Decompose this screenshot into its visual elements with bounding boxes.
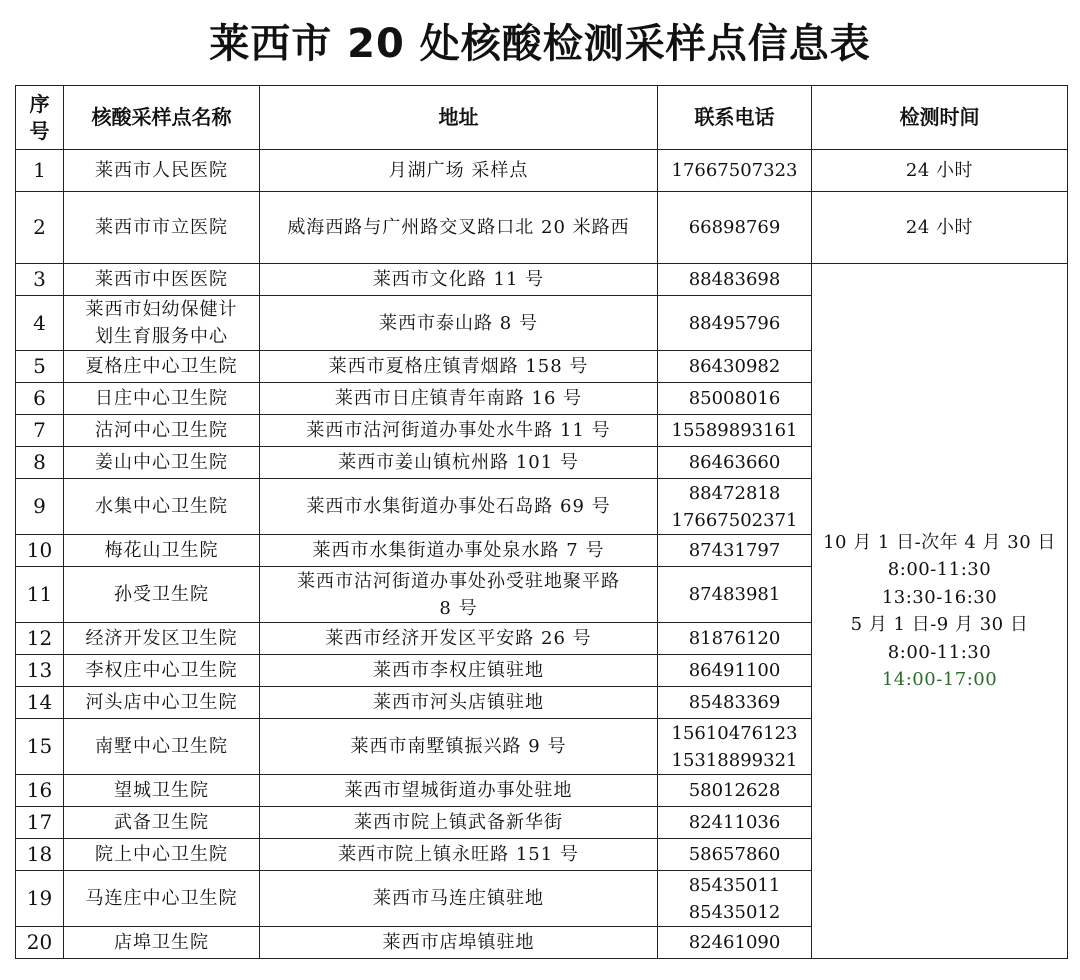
cell-site-name <box>64 264 260 296</box>
address-line: 莱西市日庄镇青年南路 16 号 <box>334 388 583 409</box>
cell-no: 3 <box>16 264 64 296</box>
cell-phone <box>658 535 812 567</box>
cell-phone <box>658 719 812 775</box>
cell-address <box>260 192 658 264</box>
cell-no: 19 <box>16 871 64 927</box>
cell-no: 18 <box>16 839 64 871</box>
cell-site-name <box>64 719 260 775</box>
cell-site-name <box>64 655 260 687</box>
cell-phone <box>658 567 812 623</box>
cell-phone <box>658 687 812 719</box>
phone-line: 15318899321 <box>671 749 798 771</box>
cell-address <box>260 383 658 415</box>
cell-address <box>260 567 658 623</box>
cell-address <box>260 623 658 655</box>
table-row <box>16 150 1068 192</box>
site-name-line: 莱西市妇幼保健计 <box>85 299 238 320</box>
cell-no: 13 <box>16 655 64 687</box>
cell-site-name <box>64 383 260 415</box>
site-name-line: 望城卫生院 <box>114 780 209 801</box>
cell-phone <box>658 351 812 383</box>
cell-no: 15 <box>16 719 64 775</box>
address-line: 莱西市水集街道办事处泉水路 7 号 <box>312 540 605 561</box>
time-range-line: 8:00-11:30 <box>887 641 992 663</box>
address-line: 莱西市院上镇武备新华街 <box>354 812 563 833</box>
phone-line: 86491100 <box>688 660 781 681</box>
site-name-line: 夏格庄中心卫生院 <box>85 356 238 377</box>
header-no: 序 号 <box>16 86 64 150</box>
phone-line: 15610476123 <box>671 722 798 744</box>
phone-line: 85008016 <box>688 388 781 409</box>
cell-no: 7 <box>16 415 64 447</box>
site-name-line: 莱西市中医医院 <box>95 269 228 290</box>
time-range-line: 14:00-17:00 <box>881 669 998 690</box>
cell-phone <box>658 655 812 687</box>
address-line: 莱西市李权庄镇驻地 <box>373 660 544 681</box>
cell-no: 2 <box>16 192 64 264</box>
cell-no: 11 <box>16 567 64 623</box>
table-row <box>16 192 1068 264</box>
cell-site-name <box>64 567 260 623</box>
cell-address <box>260 655 658 687</box>
cell-site-name <box>64 351 260 383</box>
phone-line: 66898769 <box>688 217 781 238</box>
cell-site-name <box>64 687 260 719</box>
site-name-line: 马连庄中心卫生院 <box>85 888 238 909</box>
cell-address <box>260 415 658 447</box>
cell-site-name <box>64 150 260 192</box>
table-header-row <box>16 86 1068 150</box>
site-name-line: 梅花山卫生院 <box>104 540 219 561</box>
phone-line: 82461090 <box>688 932 781 953</box>
cell-address <box>260 264 658 296</box>
header-name: 核酸采样点名称 <box>64 86 260 150</box>
phone-line: 58657860 <box>688 844 781 865</box>
cell-phone <box>658 192 812 264</box>
cell-phone <box>658 807 812 839</box>
cell-shared-time <box>812 264 1068 959</box>
header-address: 地址 <box>260 86 658 150</box>
cell-phone <box>658 150 812 192</box>
cell-address <box>260 351 658 383</box>
phone-line: 17667502371 <box>671 509 798 531</box>
site-name-line: 院上中心卫生院 <box>95 844 228 865</box>
site-name-line: 武备卫生院 <box>114 812 209 833</box>
table-row <box>16 264 1068 296</box>
phone-line: 82411036 <box>688 812 781 833</box>
cell-phone <box>658 296 812 351</box>
site-name-line: 经济开发区卫生院 <box>85 628 238 649</box>
address-line: 8 号 <box>439 597 478 619</box>
cell-phone <box>658 415 812 447</box>
site-name-line: 孙受卫生院 <box>114 584 209 605</box>
address-line: 莱西市姜山镇杭州路 101 号 <box>338 452 579 473</box>
cell-no: 9 <box>16 479 64 535</box>
address-line: 莱西市文化路 11 号 <box>372 269 545 290</box>
cell-phone <box>658 383 812 415</box>
cell-address <box>260 150 658 192</box>
cell-site-name <box>64 871 260 927</box>
address-line: 莱西市夏格庄镇青烟路 158 号 <box>328 356 589 377</box>
cell-address <box>260 296 658 351</box>
address-line: 威海西路与广州路交叉路口北 20 米路西 <box>287 217 630 238</box>
cell-site-name <box>64 535 260 567</box>
address-line: 莱西市泰山路 8 号 <box>379 312 538 334</box>
address-line: 莱西市水集街道办事处石岛路 69 号 <box>306 496 611 517</box>
phone-line: 88472818 <box>688 482 781 504</box>
address-line: 莱西市店埠镇驻地 <box>382 932 535 953</box>
cell-phone <box>658 775 812 807</box>
cell-phone <box>658 839 812 871</box>
cell-site-name <box>64 192 260 264</box>
cell-no: 6 <box>16 383 64 415</box>
cell-address <box>260 447 658 479</box>
address-line: 莱西市经济开发区平安路 26 号 <box>325 628 592 649</box>
time-range-line: 5 月 1 日-9 月 30 日 <box>850 614 1029 635</box>
cell-site-name <box>64 479 260 535</box>
address-line: 莱西市望城街道办事处驻地 <box>344 780 573 801</box>
cell-site-name <box>64 415 260 447</box>
cell-phone <box>658 479 812 535</box>
site-name-line: 划生育服务中心 <box>95 326 228 347</box>
cell-no: 14 <box>16 687 64 719</box>
address-line: 莱西市河头店镇驻地 <box>373 692 544 713</box>
cell-address <box>260 479 658 535</box>
site-name-line: 店埠卫生院 <box>114 932 209 953</box>
time-range-line: 8:00-11:30 <box>887 559 992 580</box>
site-name-line: 莱西市人民医院 <box>95 160 228 181</box>
page-title: 莱西市 20 处核酸检测采样点信息表 <box>209 21 871 67</box>
cell-site-name <box>64 839 260 871</box>
cell-time: 24 小时 <box>812 192 1068 264</box>
site-name-line: 河头店中心卫生院 <box>85 692 238 713</box>
address-line: 莱西市院上镇永旺路 151 号 <box>338 844 579 865</box>
phone-line: 85435012 <box>688 901 781 923</box>
phone-line: 88495796 <box>688 312 781 334</box>
cell-address <box>260 927 658 959</box>
site-name-line: 日庄中心卫生院 <box>95 388 228 409</box>
cell-site-name <box>64 447 260 479</box>
cell-address <box>260 839 658 871</box>
cell-phone <box>658 447 812 479</box>
site-name-line: 莱西市市立医院 <box>95 217 228 238</box>
cell-phone <box>658 871 812 927</box>
cell-site-name <box>64 927 260 959</box>
phone-line: 87483981 <box>688 584 781 605</box>
phone-line: 86430982 <box>688 356 781 377</box>
site-name-line: 姜山中心卫生院 <box>95 452 228 473</box>
address-line: 莱西市沽河街道办事处水牛路 11 号 <box>306 420 611 441</box>
phone-line: 87431797 <box>688 540 781 561</box>
cell-no: 17 <box>16 807 64 839</box>
address-line: 月湖广场 采样点 <box>388 160 529 181</box>
phone-line: 81876120 <box>688 628 781 649</box>
cell-address <box>260 871 658 927</box>
site-name-line: 李权庄中心卫生院 <box>85 660 238 681</box>
cell-phone <box>658 927 812 959</box>
phone-line: 15589893161 <box>671 420 798 441</box>
cell-site-name <box>64 296 260 351</box>
site-name-line: 沽河中心卫生院 <box>95 420 228 441</box>
cell-no: 10 <box>16 535 64 567</box>
phone-line: 58012628 <box>688 780 781 801</box>
time-range-line: 13:30-16:30 <box>881 586 998 608</box>
cell-phone <box>658 623 812 655</box>
cell-address <box>260 535 658 567</box>
cell-address <box>260 775 658 807</box>
cell-site-name <box>64 623 260 655</box>
address-line: 莱西市南墅镇振兴路 9 号 <box>350 736 567 757</box>
cell-site-name <box>64 775 260 807</box>
cell-address <box>260 807 658 839</box>
cell-no: 4 <box>16 296 64 351</box>
cell-phone <box>658 264 812 296</box>
phone-line: 85435011 <box>688 874 781 896</box>
phone-line: 86463660 <box>688 452 781 473</box>
phone-line: 85483369 <box>688 692 781 713</box>
phone-line: 17667507323 <box>671 160 798 181</box>
cell-no: 1 <box>16 150 64 192</box>
header-time: 检测时间 <box>812 86 1068 150</box>
sampling-sites-table <box>15 85 1068 959</box>
cell-site-name <box>64 807 260 839</box>
cell-address <box>260 687 658 719</box>
cell-no: 8 <box>16 447 64 479</box>
site-name-line: 水集中心卫生院 <box>95 496 228 517</box>
time-range-line: 10 月 1 日-次年 4 月 30 日 <box>823 531 1056 553</box>
cell-no: 16 <box>16 775 64 807</box>
cell-no: 5 <box>16 351 64 383</box>
cell-no: 12 <box>16 623 64 655</box>
cell-time: 24 小时 <box>812 150 1068 192</box>
cell-address <box>260 719 658 775</box>
site-name-line: 南墅中心卫生院 <box>95 736 228 757</box>
address-line: 莱西市沽河街道办事处孙受驻地聚平路 <box>297 570 620 592</box>
phone-line: 88483698 <box>688 269 781 290</box>
cell-no: 20 <box>16 927 64 959</box>
address-line: 莱西市马连庄镇驻地 <box>373 888 544 909</box>
header-phone: 联系电话 <box>658 86 812 150</box>
